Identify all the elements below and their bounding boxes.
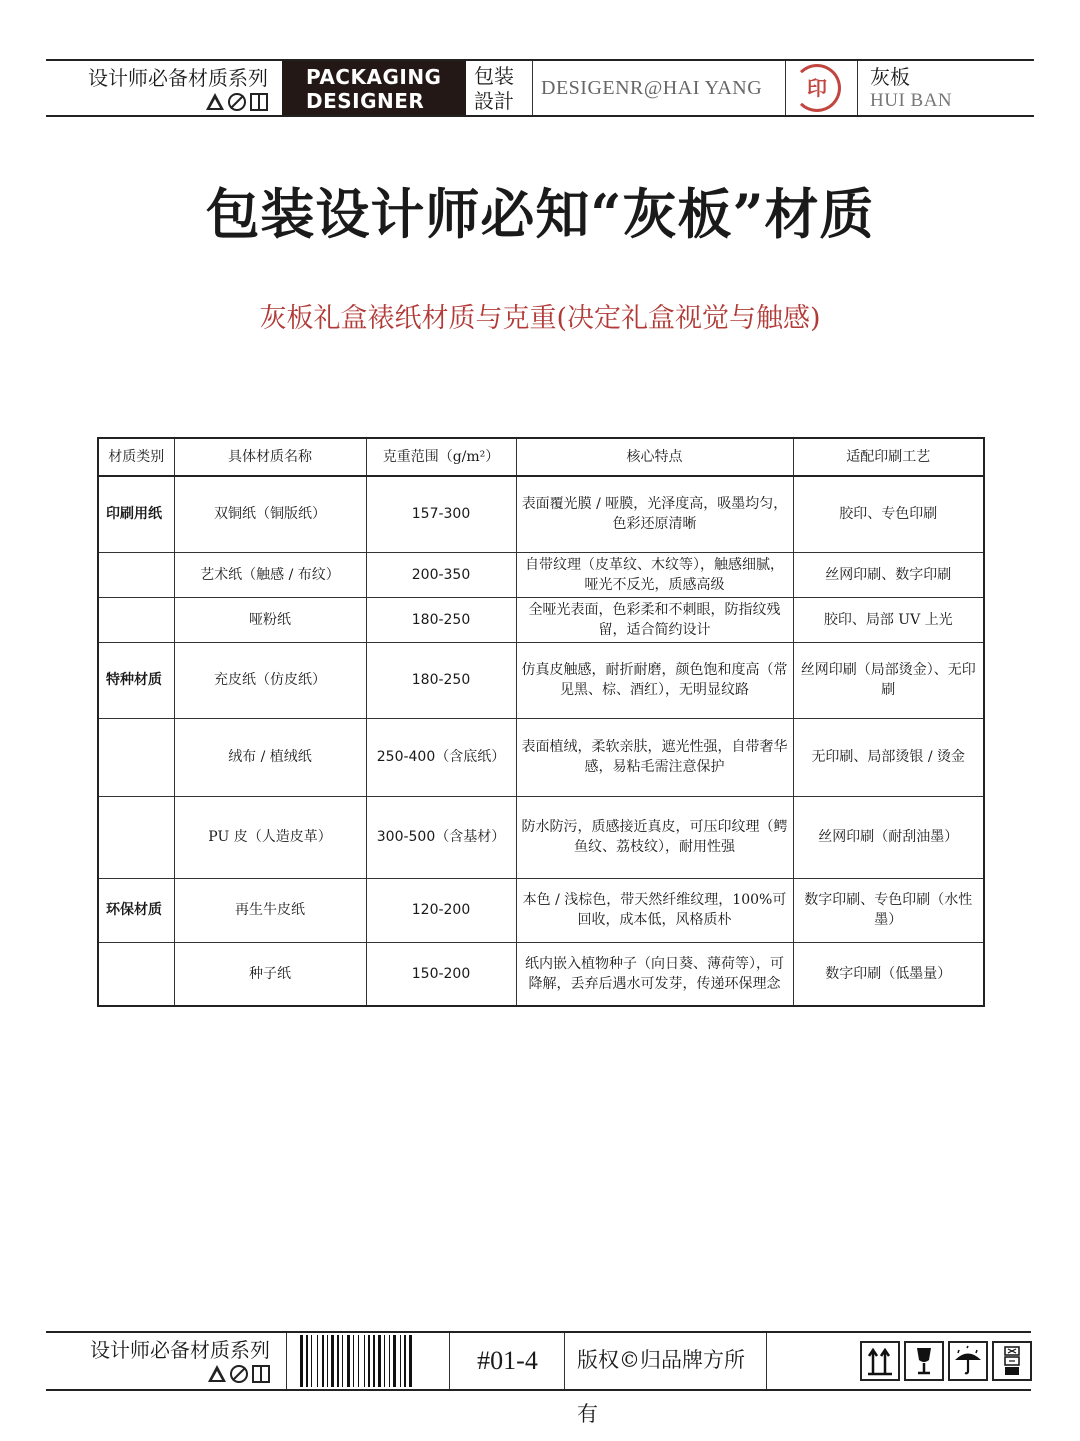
- category-cell: [98, 718, 174, 796]
- material-cn: 灰板: [870, 65, 910, 89]
- page-subtitle: 灰板礼盒裱纸材质与克重(决定礼盒视觉与触感): [259, 303, 821, 334]
- keep-dry-umbrella-icon: [948, 1341, 988, 1381]
- circle-slash-icon: [230, 1365, 248, 1383]
- name-cell: 艺术纸（触感 / 布纹）: [174, 552, 366, 597]
- feature-cell: 仿真皮触感，耐折耐磨，颜色饱和度高（常见黑、棕、酒红），无明显纹路: [516, 642, 793, 718]
- feature-cell: 全哑光表面，色彩柔和不刺眼，防指纹残留，适合简约设计: [516, 597, 793, 642]
- table-row: [98, 552, 984, 597]
- name-cell: PU 皮（人造皮革）: [174, 796, 366, 878]
- stamp-char: 印: [807, 76, 827, 100]
- name-cell: 再生牛皮纸: [174, 878, 366, 942]
- table-row: [98, 597, 984, 642]
- series-title: 设计师必备材质系列: [88, 66, 268, 90]
- divider: [766, 1333, 767, 1389]
- category-cell: 印刷用纸: [98, 476, 174, 552]
- page-title: 包装设计师必知“灰板”材质: [205, 182, 875, 246]
- weight-cell: 157-300: [366, 476, 516, 552]
- weight-cell: 200-350: [366, 552, 516, 597]
- triangle-icon: [206, 93, 224, 110]
- print-stamp-icon: [786, 61, 856, 115]
- weight-cell: 180-250: [366, 597, 516, 642]
- header-feature: 核心特点: [516, 438, 793, 476]
- circle-slash-icon: [228, 93, 246, 111]
- material-cell: [858, 61, 1034, 115]
- footer-series-title: 设计师必备材质系列: [90, 1338, 270, 1362]
- table-row: [98, 476, 984, 552]
- process-cell: 丝网印刷（局部烫金）、无印刷: [793, 642, 984, 718]
- category-cell: [98, 597, 174, 642]
- table-row: [98, 642, 984, 718]
- page-code-cell: [450, 1333, 565, 1389]
- divider: [286, 1333, 287, 1389]
- name-cell: 种子纸: [174, 942, 366, 1006]
- category-cell: [98, 796, 174, 878]
- feature-cell: 纸内嵌入植物种子（向日葵、薄荷等），可降解，丢弃后遇水可发芽，传递环保理念: [516, 942, 793, 1006]
- barcode-icon: [300, 1335, 440, 1387]
- cn-line-1: 包装: [474, 64, 514, 88]
- category-cell: 环保材质: [98, 878, 174, 942]
- stack-limit-icon: [992, 1341, 1032, 1381]
- feature-cell: 本色 / 浅棕色，带天然纤维纹理，100%可回收，成本低，风格质朴: [516, 878, 793, 942]
- process-cell: 丝网印刷、数字印刷: [793, 552, 984, 597]
- fragile-glass-icon: [904, 1341, 944, 1381]
- designer-cell: [533, 61, 783, 115]
- category-cell: 特种材质: [98, 642, 174, 718]
- category-cell: [98, 552, 174, 597]
- header-process: 适配印刷工艺: [793, 438, 984, 476]
- feature-cell: 自带纹理（皮革纹、木纹等），触感细腻，哑光不反光，质感高级: [516, 552, 793, 597]
- material-table: [97, 437, 985, 1007]
- box-icon: [250, 93, 268, 111]
- weight-cell: 150-200: [366, 942, 516, 1006]
- handling-icons: [814, 1333, 1031, 1389]
- weight-cell: 120-200: [366, 878, 516, 942]
- brand-block: [282, 61, 466, 115]
- table-header-row: [98, 438, 984, 476]
- triangle-icon: [208, 1365, 226, 1382]
- table-row: [98, 718, 984, 796]
- process-cell: 数字印刷、专色印刷（水性墨）: [793, 878, 984, 942]
- symbol-row: [46, 93, 268, 111]
- weight-cell: 300-500（含基材）: [366, 796, 516, 878]
- category-cell: [98, 942, 174, 1006]
- series-cell: [46, 61, 282, 115]
- name-cell: 哑粉纸: [174, 597, 366, 642]
- process-cell: 数字印刷（低墨量）: [793, 942, 984, 1006]
- table-row: [98, 878, 984, 942]
- process-cell: 丝网印刷（耐刮油墨）: [793, 796, 984, 878]
- brand-line-1: PACKAGING: [306, 65, 442, 89]
- brand-line-2: DESIGNER: [306, 89, 425, 113]
- name-cell: 双铜纸（铜版纸）: [174, 476, 366, 552]
- page-code: #01-4: [477, 1346, 538, 1375]
- footer-strip: [46, 1331, 1031, 1426]
- cn-line-2: 設計: [474, 89, 514, 113]
- process-cell: 胶印、局部 UV 上光: [793, 597, 984, 642]
- feature-cell: 表面覆光膜 / 哑膜，光泽度高，吸墨均匀，色彩还原清晰: [516, 476, 793, 552]
- table-row: [98, 942, 984, 1006]
- box-icon: [252, 1365, 270, 1383]
- process-cell: 胶印、专色印刷: [793, 476, 984, 552]
- copyright-cell: [565, 1333, 765, 1426]
- header-weight: 克重范围（g/m²）: [366, 438, 516, 476]
- packaging-design-cn: [466, 61, 532, 115]
- footer-symbol-row: [46, 1365, 270, 1383]
- header-strip: [46, 59, 1034, 117]
- process-cell: 无印刷、局部烫银 / 烫金: [793, 718, 984, 796]
- footer-series-cell: [46, 1333, 286, 1389]
- copyright: 版权©归品牌方所有: [577, 1348, 745, 1426]
- table-row: [98, 796, 984, 878]
- material-en: HUI BAN: [870, 90, 953, 111]
- feature-cell: 表面植绒，柔软亲肤，遮光性强，自带奢华感，易粘毛需注意保护: [516, 718, 793, 796]
- this-way-up-icon: [860, 1341, 900, 1381]
- header-category: 材质类别: [98, 438, 174, 476]
- name-cell: 充皮纸（仿皮纸）: [174, 642, 366, 718]
- feature-cell: 防水防污，质感接近真皮，可压印纹理（鳄鱼纹、荔枝纹），耐用性强: [516, 796, 793, 878]
- header-name: 具体材质名称: [174, 438, 366, 476]
- weight-cell: 180-250: [366, 642, 516, 718]
- designer-credit: DESIGENR@HAI YANG: [541, 77, 763, 99]
- name-cell: 绒布 / 植绒纸: [174, 718, 366, 796]
- weight-cell: 250-400（含底纸）: [366, 718, 516, 796]
